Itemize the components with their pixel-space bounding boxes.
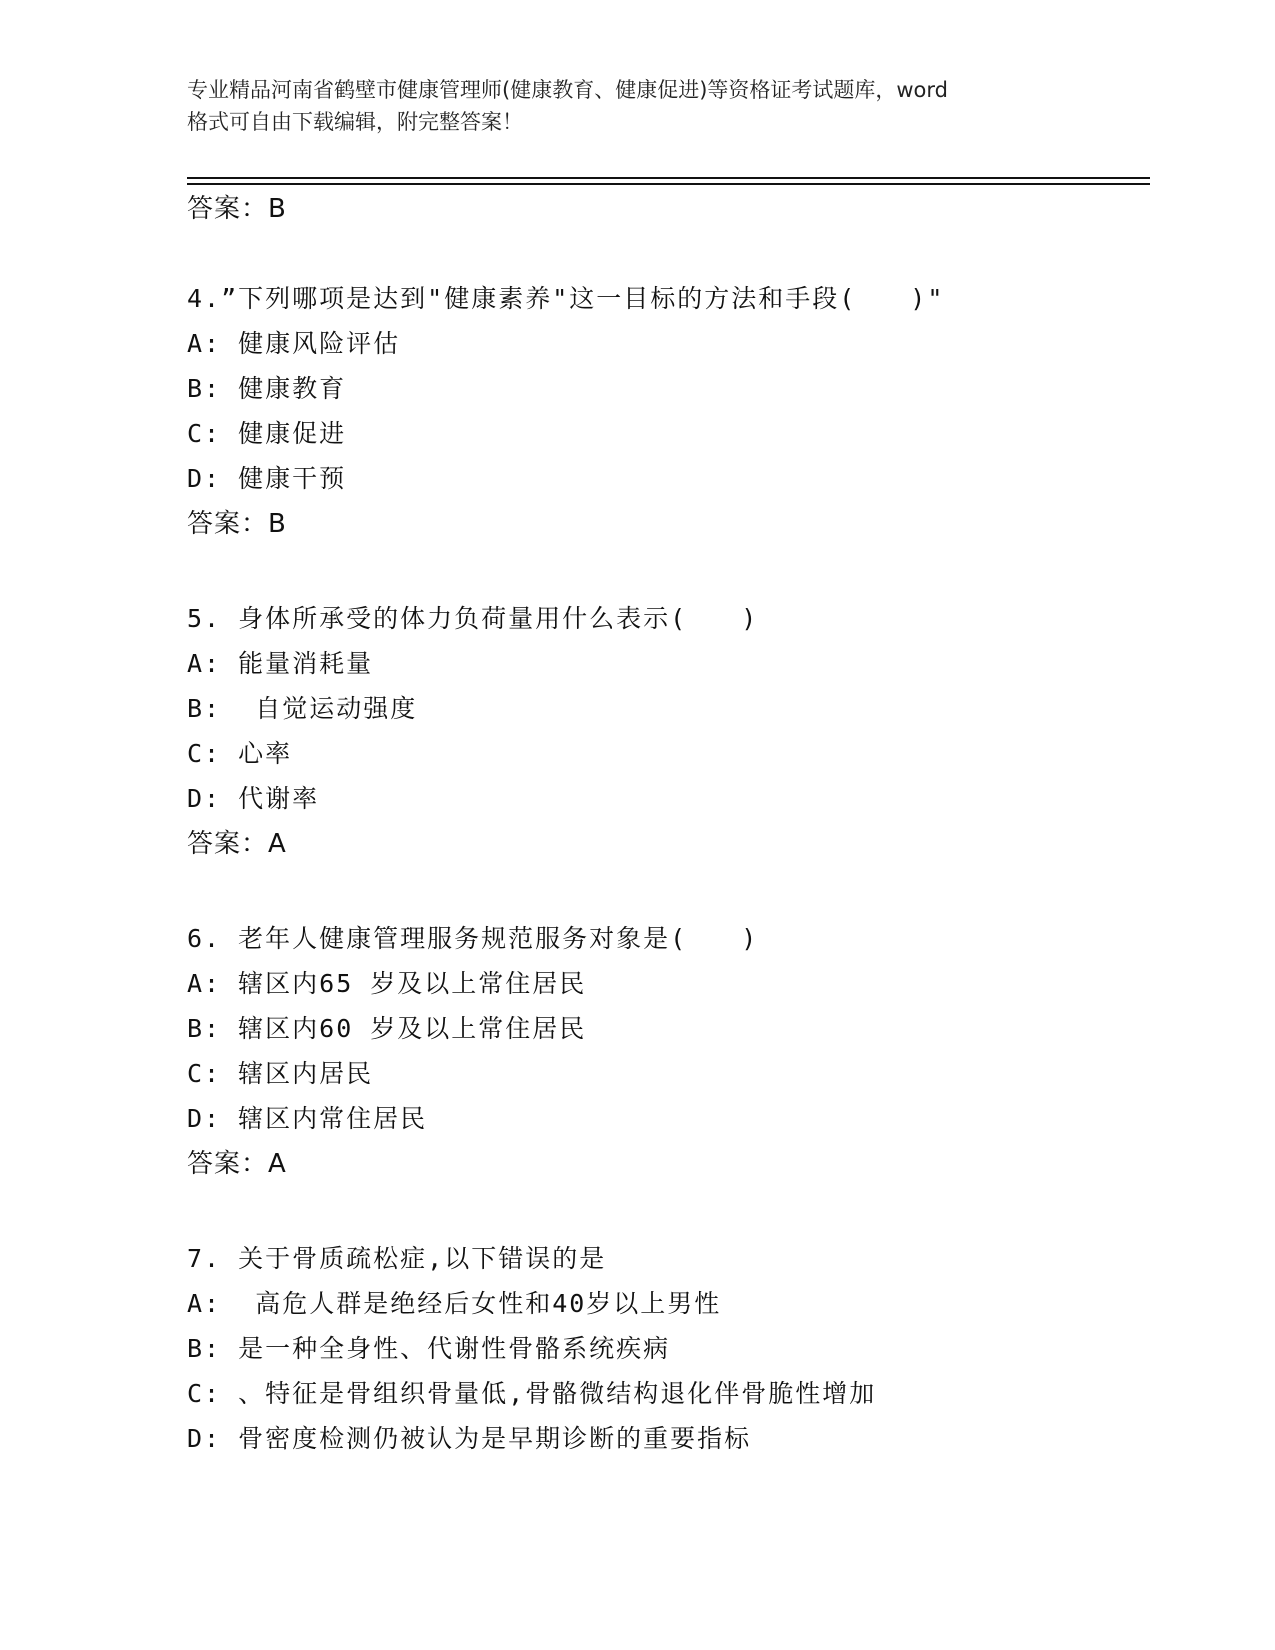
question-stem: 5. 身体所承受的体力负荷量用什么表示( )	[187, 604, 759, 633]
option-b: B: 健康教育	[187, 374, 347, 403]
answer: 答案：A	[187, 1149, 287, 1179]
question-stem: 6. 老年人健康管理服务规范服务对象是( )	[187, 924, 759, 953]
option-d: D: 健康干预	[187, 464, 347, 493]
header-rule-bottom	[187, 183, 1150, 185]
header-line-2: 格式可自由下载编辑，附完整答案！	[187, 110, 523, 134]
question-stem: 4.”下列哪项是达到"健康素养"这一目标的方法和手段( )"	[187, 284, 945, 313]
answer-previous: 答案：B	[187, 194, 287, 224]
header-rule-top	[187, 177, 1150, 179]
option-d: D: 骨密度检测仍被认为是早期诊断的重要指标	[187, 1424, 752, 1453]
answer: 答案：B	[187, 509, 287, 539]
document-header	[187, 74, 1087, 138]
option-c: C: 辖区内居民	[187, 1059, 374, 1088]
option-d: D: 代谢率	[187, 784, 320, 813]
option-c: C: 心率	[187, 739, 293, 768]
option-c: C: 、特征是骨组织骨量低,骨骼微结构退化伴骨脆性增加	[187, 1379, 877, 1408]
option-b: B: 自觉运动强度	[187, 694, 418, 723]
option-b: B: 是一种全身性、代谢性骨骼系统疾病	[187, 1334, 671, 1363]
option-d: D: 辖区内常住居民	[187, 1104, 428, 1133]
option-a: A: 健康风险评估	[187, 329, 401, 358]
question-stem: 7. 关于骨质疏松症,以下错误的是	[187, 1244, 607, 1273]
answer: 答案：A	[187, 829, 287, 859]
option-c: C: 健康促进	[187, 419, 347, 448]
header-line-1: 专业精品河南省鹤壁市健康管理师(健康教育、健康促进)等资格证考试题库，word	[187, 78, 949, 102]
option-a: A: 高危人群是绝经后女性和40岁以上男性	[187, 1289, 722, 1318]
option-a: A: 能量消耗量	[187, 649, 374, 678]
option-b: B: 辖区内60 岁及以上常住居民	[187, 1014, 587, 1043]
option-a: A: 辖区内65 岁及以上常住居民	[187, 969, 587, 998]
